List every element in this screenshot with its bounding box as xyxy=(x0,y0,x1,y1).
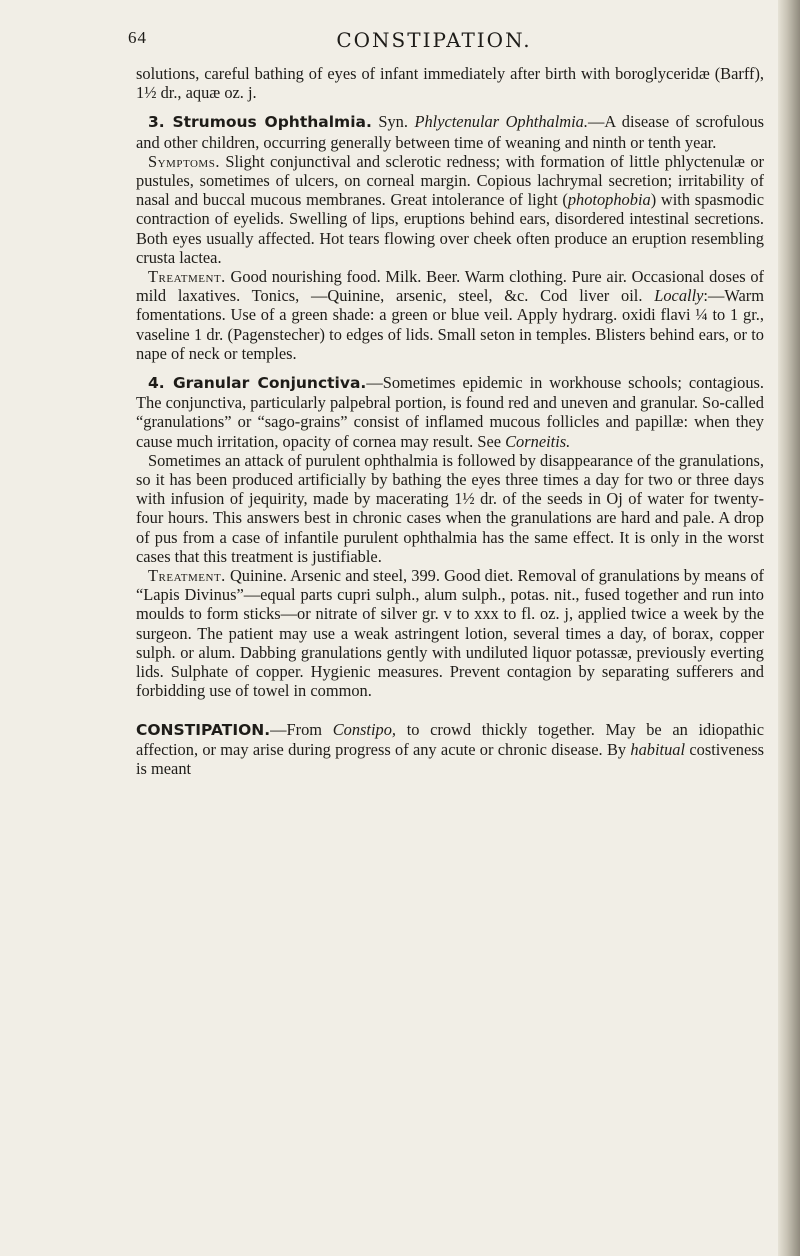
constipation-habitual-term: habitual xyxy=(630,739,686,759)
strumous-treatment-paragraph xyxy=(136,267,764,363)
strumous-ophthalmia-paragraph xyxy=(136,112,764,151)
page-number: 64 xyxy=(128,28,147,47)
strumous-treatment-text-2: :—Warm fomentations. Use of a green shade: a green or blue veil. Apply hydrarg. oxidi flavi ¼ to 1 gr., vaseline 1 dr. (Pagenstecher) to edges of lids. Small seton in temples. Blisters behind ears, or to nape of neck or temples. xyxy=(136,286,764,363)
intro-text: solutions, careful bathing of eyes of infant immediately after birth with boroglyceridæ (Barff), 1½ dr., aquæ oz. j. xyxy=(136,64,764,103)
strumous-treatment-locally: Locally xyxy=(654,286,704,306)
strumous-syn-label: Syn. xyxy=(378,112,408,132)
intro-paragraph xyxy=(136,64,764,102)
strumous-description: —A disease of scrofulous and other children, occurring generally between time of weaning and ninth or tenth year. xyxy=(136,112,764,152)
granular-treatment-label: Treatment. xyxy=(148,566,226,586)
strumous-syn-term: Phlyctenular Ophthalmia. xyxy=(414,112,588,132)
strumous-symptoms-text-1: Slight conjunctival and sclerotic redness; with formation of little phlyctenulæ or pustules, sometimes of ulcers, on corneal margin. Copious lachrymal secretion; irritability of nasal and buccal mucous membranes. Great intolerance of light ( xyxy=(136,151,764,210)
granular-text-1: —Sometimes epidemic in workhouse schools; contagious. The conjunctiva, particularly palpebral portion, is found red and uneven and granular. So-called “granulations” or “sago-grains” consist of inflamed mucous follicles and papillæ: when they cause much irritation, opacity of cornea may result. See xyxy=(136,373,764,451)
running-head: CONSTIPATION. xyxy=(336,28,532,52)
granular-see-term: Corneitis. xyxy=(505,431,571,451)
strumous-symptoms-term: photophobia xyxy=(567,190,651,210)
strumous-symptoms-label: Symptoms. xyxy=(148,151,220,171)
strumous-heading: 3. Strumous Ophthalmia. xyxy=(148,113,372,132)
granular-treatment-text: Quinine. Arsenic and steel, 399. Good diet. Removal of granulations by means of “Lapis Divinus”—equal parts cupri sulph., alum sulph., potas. nit., fused together and run into moulds to form sticks—or nitrate of silver gr. v to xxx to fl. oz. j, applied twice a week by the surgeon. The patient may use a weak astringent lotion, several times a day, of borax, copper sulph. or alum. Dabbing granulations gently with undiluted liquor potassæ, previously everting lids. Sulphate of copper. Hygienic measures. Prevent contagion by separating sufferers and forbidding use of towel in common. xyxy=(136,566,764,701)
constipation-paragraph xyxy=(136,720,764,779)
constipation-text-2: to crowd thickly together. May be an idiopathic affection, or may arise during progress of any acute or chronic disease. By xyxy=(136,719,764,759)
granular-conjunctiva-paragraph xyxy=(136,373,764,451)
page-body xyxy=(136,64,764,778)
strumous-treatment-text-1: Good nourishing food. Milk. Beer. Warm clothing. Pure air. Occasional doses of mild laxatives. Tonics, —Quinine, arsenic, steel, &c. Cod liver oil. xyxy=(136,267,764,306)
page-edge xyxy=(778,0,800,1256)
page-header xyxy=(128,28,740,54)
granular-treatment-paragraph xyxy=(136,566,764,700)
constipation-heading: CONSTIPATION. xyxy=(136,720,271,739)
constipation-text-3: costiveness is meant xyxy=(136,739,764,778)
granular-heading: 4. Granular Conjunctiva. xyxy=(148,374,367,393)
granular-jequirity-paragraph xyxy=(136,451,764,566)
granular-para-2: Sometimes an attack of purulent ophthalmia is followed by disappearance of the granulations, so it has been produced artificially by bathing the eyes three times a day for two or three days with infusion of jequirity, made by macerating 1½ dr. of the seeds in Oj of water for twenty-four hours. This answers best in chronic cases when the granulations are hard and pale. A drop of pus from a case of infantile purulent ophthalmia has the same effect. It is only in the worst cases that this treatment is justifiable. xyxy=(136,450,764,566)
constipation-text-1: —From xyxy=(270,719,323,739)
strumous-treatment-label: Treatment. xyxy=(148,267,226,287)
strumous-symptoms-text-2: ) with spasmodic contraction of eyelids. Swelling of lips, eruptions behind ears, disordered intestinal secretions. Both eyes usually affected. Hot tears flowing over cheek often produce an eruption resembling crusta lactea. xyxy=(136,190,764,267)
strumous-symptoms-paragraph xyxy=(136,152,764,267)
constipation-from-term: Constipo, xyxy=(332,719,397,739)
